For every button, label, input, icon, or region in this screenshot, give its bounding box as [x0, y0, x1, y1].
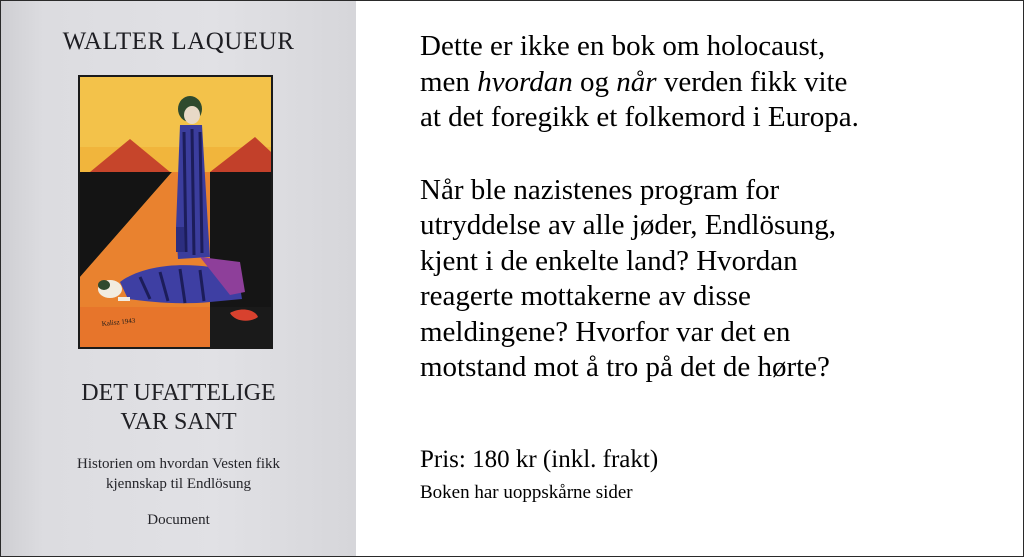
text-segment: verden fikk vite — [656, 65, 848, 98]
text-line: utryddelse av alle jøder, Endlösung, — [420, 209, 837, 241]
emphasis-text: når — [616, 65, 657, 98]
book-cover — [1, 1, 356, 556]
text-line: Når ble nazistenes program for — [420, 173, 780, 206]
emphasis-text: hvordan — [477, 65, 573, 98]
cover-subtitle — [1, 454, 356, 494]
text-line: motstand mot å tro på det de hørte? — [420, 351, 830, 383]
text-line: meldingene? Hvorfor var det en — [420, 315, 791, 348]
cover-title-line: VAR SANT — [120, 409, 237, 435]
text-line: at det foregikk et folkemord i Europa. — [420, 101, 859, 133]
cover-subtitle-line: kjennskap til Endlösung — [106, 476, 251, 492]
book-description — [420, 29, 1010, 386]
text-line: kjent i de enkelte land? Hvordan — [420, 244, 798, 277]
cover-publisher: Document — [147, 512, 210, 528]
price-text: Pris: 180 kr (inkl. frakt) — [420, 446, 659, 473]
cover-painting — [78, 75, 273, 349]
text-segment: og — [572, 65, 617, 98]
cover-title-line: DET UFATTELIGE — [81, 380, 276, 406]
uncut-pages-note: Boken har uoppskårne sider — [420, 482, 633, 503]
description-paragraph-1 — [420, 29, 1010, 136]
text-line: Dette er ikke en bok om holocaust, — [420, 30, 826, 62]
cover-author: WALTER LAQUEUR — [62, 28, 295, 55]
painting-illustration — [80, 77, 271, 347]
cover-subtitle-line: Historien om hvordan Vesten fikk — [76, 456, 281, 472]
painting-signature: Kalisz 1943 — [101, 316, 136, 328]
cover-title — [1, 379, 356, 437]
text-line: reagerte mottakerne av disse — [420, 280, 751, 312]
description-paragraph-2 — [420, 173, 1010, 386]
text-segment: men — [420, 65, 478, 98]
